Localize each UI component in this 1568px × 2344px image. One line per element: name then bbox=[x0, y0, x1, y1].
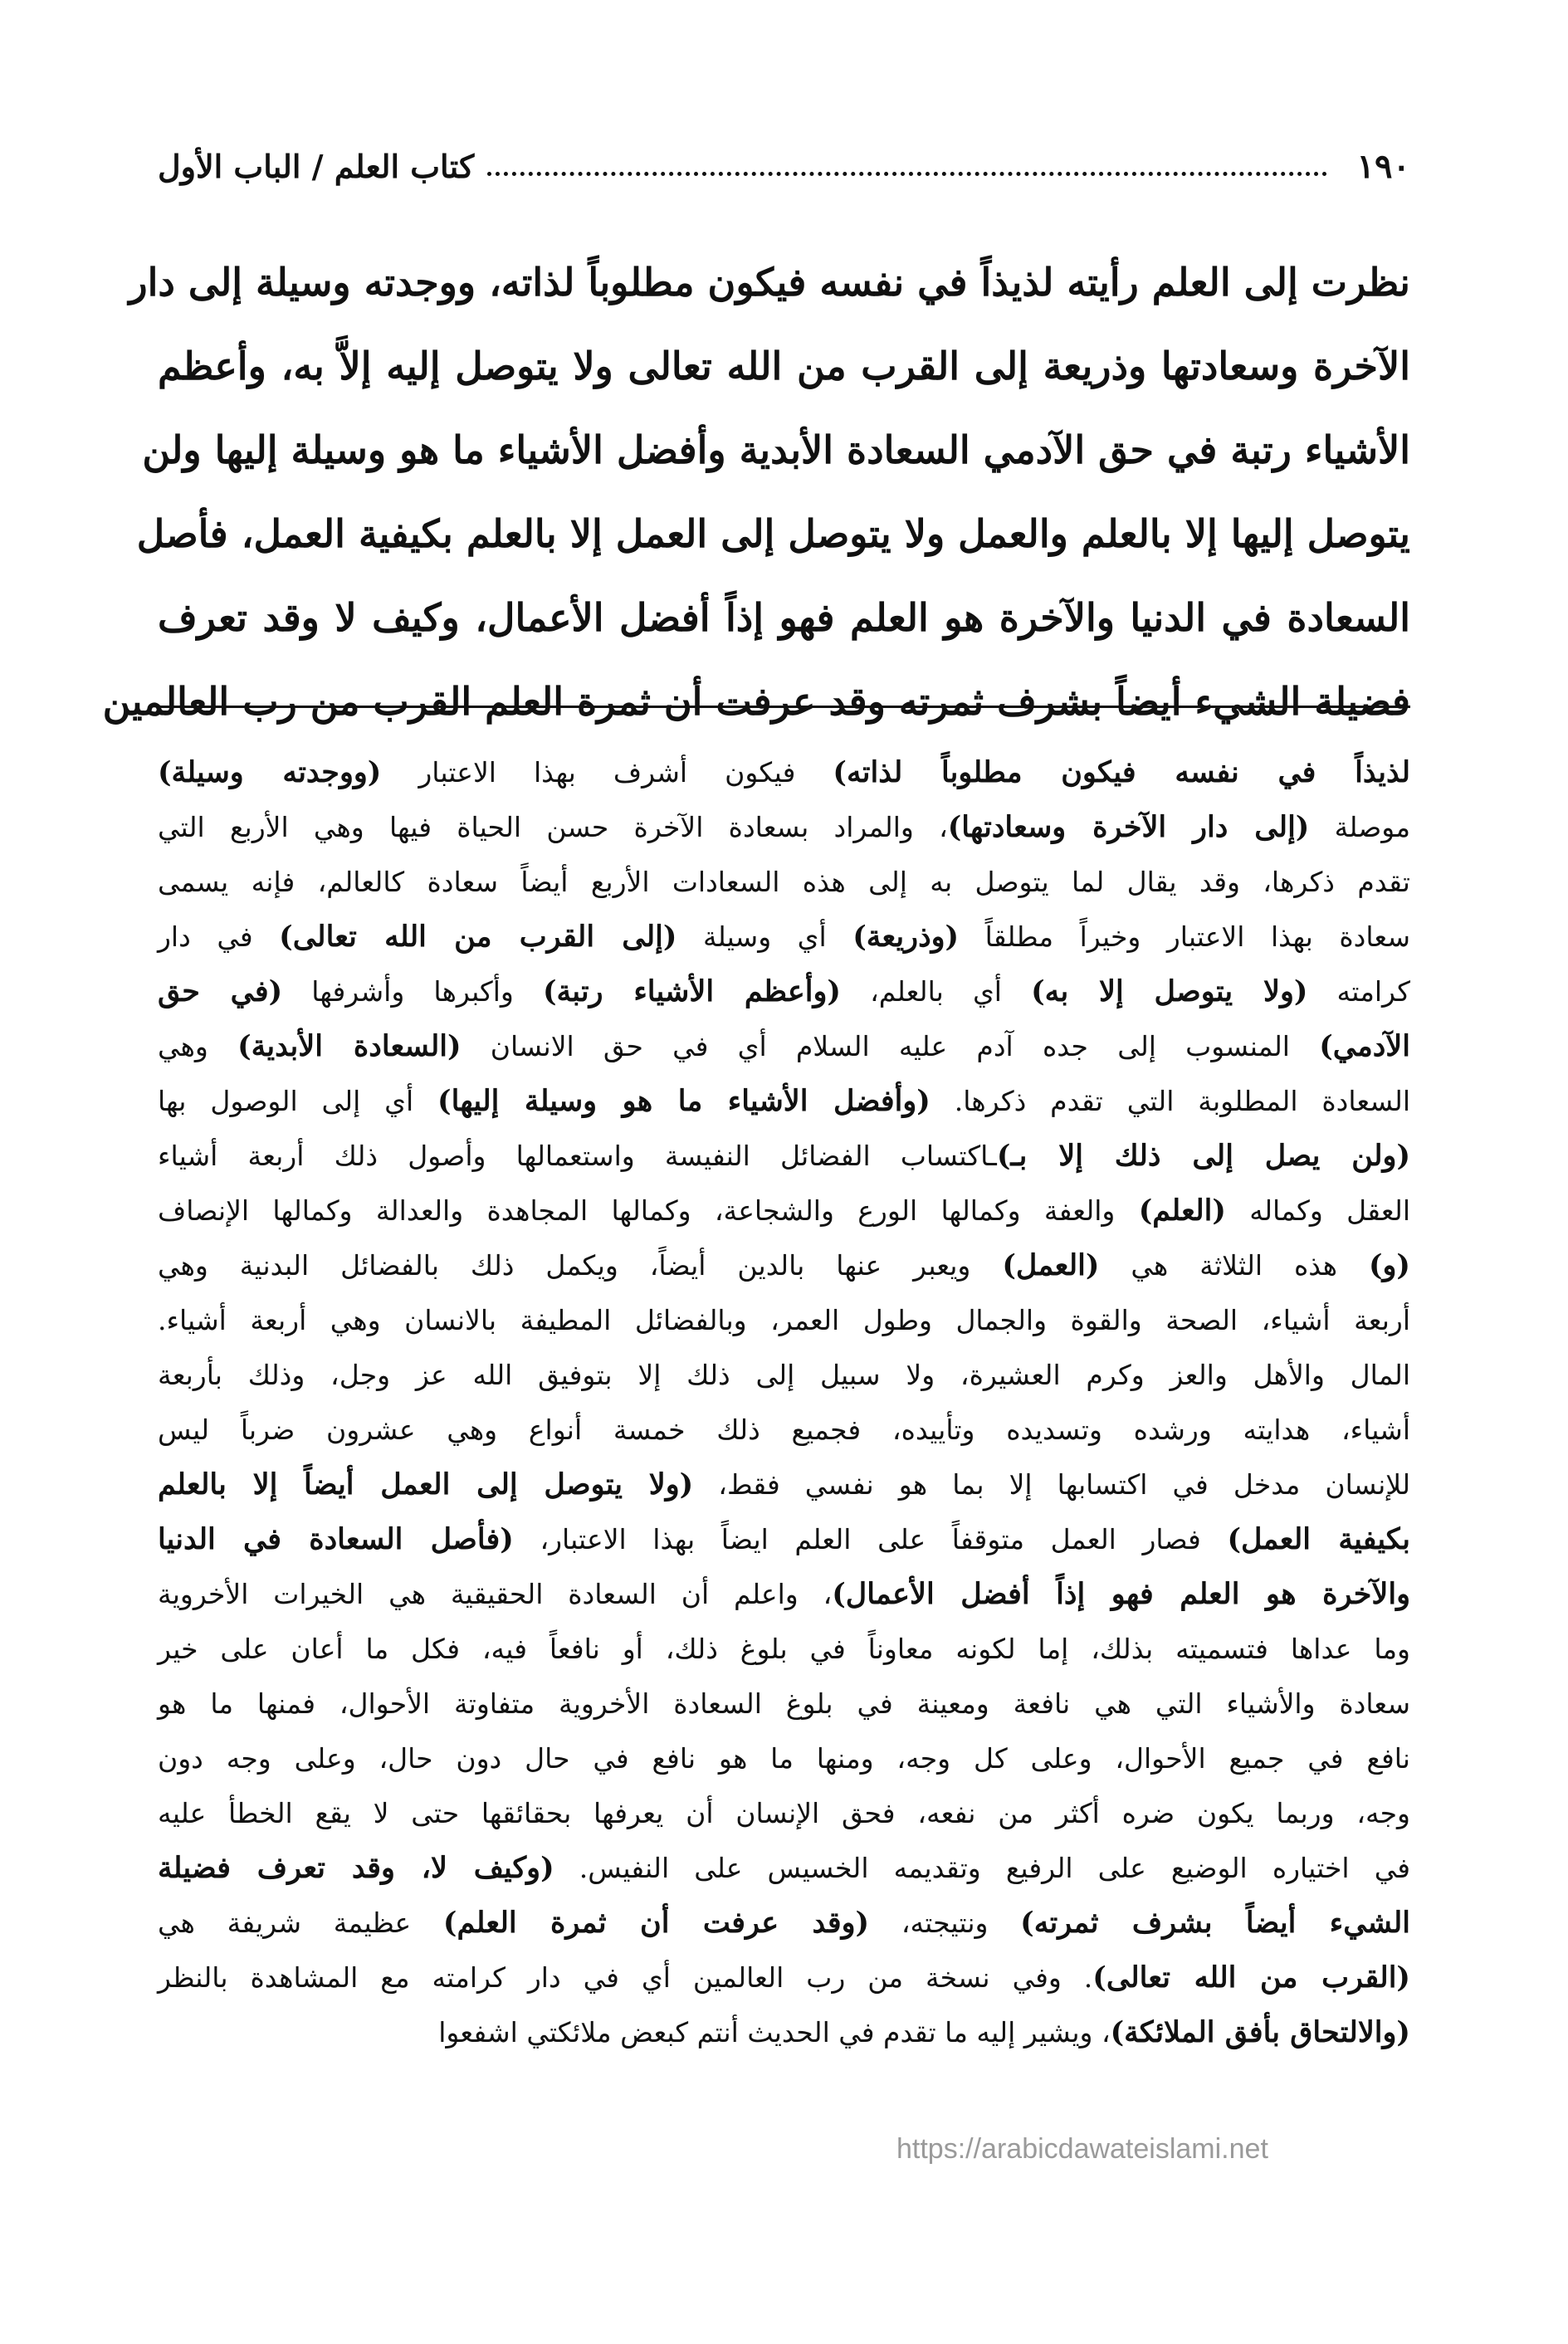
quoted-phrase: والآخرة هو العلم فهو إذاً أفضل الأعمال) bbox=[832, 1577, 1410, 1611]
commentary-text: وجه، وربما يكون ضره أكثر من نفعه، فحق الإنسان أن يعرفها بحقائقها حتى لا يقع الخطأ عليه bbox=[158, 1797, 1410, 1829]
commentary-line bbox=[158, 1731, 1410, 1786]
commentary-line bbox=[158, 964, 1410, 1019]
commentary-text: المال والأهل والعز وكرم العشيرة، ولا سبيل إلى ذلك إلا بتوفيق الله عز وجل، وذلك بأربعة bbox=[158, 1359, 1410, 1391]
commentary-text: سعادة بهذا الاعتبار وخيراً مطلقاً bbox=[959, 921, 1411, 953]
quoted-phrase: (وأفضل الأشياء ما هو وسيلة إليها) bbox=[437, 1084, 931, 1118]
commentary-text: أي وسيلة bbox=[677, 921, 853, 953]
commentary-text: نافع في جميع الأحوال، وعلى كل وجه، ومنها ما هو نافع في حال دون حال، وعلى وجه دون bbox=[158, 1742, 1410, 1775]
quoted-phrase: (ووجدته وسيلة) bbox=[158, 755, 382, 789]
commentary-line bbox=[158, 1841, 1410, 1896]
commentary-text: وأكبرها وأشرفها bbox=[282, 975, 543, 1008]
quoted-phrase: (السعادة الأبدية) bbox=[237, 1029, 462, 1063]
commentary-line bbox=[158, 1293, 1410, 1348]
commentary-text: العقل وكماله bbox=[1225, 1194, 1410, 1227]
commentary-text: ـاكتساب الفضائل النفيسة واستعمالها وأصول ذلك أربعة أشياء bbox=[158, 1140, 997, 1172]
commentary-text: ، والمراد بسعادة الآخرة حسن الحياة فيها وهي الأربع التي bbox=[158, 811, 948, 843]
commentary-text: للإنسان مدخل في اكتسابها إلا بما هو نفسي فقط، bbox=[693, 1468, 1410, 1501]
commentary-text: أي بالعلم، bbox=[840, 975, 1032, 1008]
commentary bbox=[158, 745, 1410, 2060]
main-text-line: الآخرة وسعادتها وذريعة إلى القرب من الله تعالى ولا يتوصل إليه إلاَّ به، وأعظم bbox=[158, 344, 1410, 388]
quoted-phrase: (ولا يتوصل إلا به) bbox=[1031, 974, 1308, 1008]
main-text-line: نظرت إلى العلم رأيته لذيذاً في نفسه فيكون مطلوباً لذاته، ووجدته وسيلة إلى دار bbox=[129, 260, 1410, 305]
commentary-text: ويعبر عنها بالدين أيضاً، ويكمل ذلك بالفضائل البدنية وهي bbox=[158, 1249, 1003, 1282]
commentary-text: فصار العمل متوقفاً على العلم ايضاً بهذا الاعتبار، bbox=[513, 1523, 1228, 1555]
commentary-line bbox=[158, 1786, 1410, 1841]
commentary-line bbox=[158, 1074, 1410, 1129]
commentary-text: فيكون أشرف بهذا الاعتبار bbox=[381, 756, 833, 789]
quoted-phrase: (والالتحاق بأفق الملائكة) bbox=[1110, 2015, 1410, 2049]
commentary-line bbox=[158, 1896, 1410, 1951]
quoted-phrase: (وقد عرفت أن ثمرة العلم) bbox=[442, 1906, 870, 1940]
commentary-line bbox=[158, 2005, 1410, 2060]
quoted-phrase: (فأصل السعادة في الدنيا bbox=[158, 1522, 514, 1556]
commentary-text: تقدم ذكرها، وقد يقال لما يتوصل به إلى هذه السعادات الأربع أيضاً سعادة كالعالم، فإنه يسمى bbox=[158, 866, 1410, 898]
commentary-text: سعادة والأشياء التي هي نافعة ومعينة في بلوغ السعادة الأخروية متفاوتة الأحوال، فمنها ما هو bbox=[158, 1687, 1410, 1720]
page-number: ١٩٠ bbox=[1356, 146, 1410, 186]
commentary-line bbox=[158, 1622, 1410, 1677]
quoted-phrase: (وأعظم الأشياء رتبة) bbox=[542, 974, 841, 1008]
commentary-line bbox=[158, 1458, 1410, 1512]
commentary-text: في اختياره الوضيع على الرفيع وتقديمه الخسيس على النفيس. bbox=[554, 1852, 1410, 1884]
quoted-phrase: (العمل) bbox=[1002, 1248, 1100, 1282]
commentary-text: أربعة أشياء، الصحة والقوة والجمال وطول العمر، وبالفضائل المطيفة بالانسان وهي أربعة أشياء. bbox=[158, 1304, 1410, 1336]
commentary-line bbox=[158, 1184, 1410, 1238]
commentary-text: ، واعلم أن السعادة الحقيقية هي الخيرات الأخروية bbox=[158, 1578, 833, 1610]
commentary-line bbox=[158, 745, 1410, 800]
quoted-phrase: (وذريعة) bbox=[852, 920, 960, 954]
commentary-line bbox=[158, 800, 1410, 855]
quoted-phrase: الشيء أيضاً بشرف ثمرته) bbox=[1020, 1906, 1410, 1940]
commentary-line bbox=[158, 1951, 1410, 2005]
commentary-text: أي إلى الوصول بها bbox=[158, 1085, 438, 1117]
commentary-text: عظيمة شريفة هي bbox=[158, 1907, 443, 1939]
quoted-phrase: (ولا يتوصل إلى العمل أيضاً إلا بالعلم bbox=[158, 1467, 694, 1502]
commentary-text: هذه الثلاثة هي bbox=[1099, 1249, 1369, 1282]
main-text bbox=[102, 241, 1410, 744]
quoted-phrase: (إلى القرب من الله تعالى) bbox=[279, 920, 677, 954]
quoted-phrase: (و) bbox=[1368, 1248, 1410, 1282]
quoted-phrase: (في حق bbox=[158, 974, 283, 1008]
commentary-text: في دار bbox=[158, 921, 280, 953]
separator-rule bbox=[158, 706, 1410, 708]
commentary-line bbox=[158, 1348, 1410, 1403]
commentary-text: موصلة bbox=[1309, 811, 1410, 843]
commentary-text: . وفي نسخة من رب العالمين أي في دار كرامته مع المشاهدة بالنظر bbox=[158, 1961, 1093, 1994]
commentary-line bbox=[158, 1567, 1410, 1622]
quoted-phrase: (العلم) bbox=[1138, 1194, 1226, 1228]
commentary-text: وما عداها فتسميته بذلك، إما لكونه معاوناً في بلوغ ذلك، أو نافعاً فيه، فكل ما أعان على خير bbox=[158, 1633, 1410, 1665]
commentary-line bbox=[158, 1403, 1410, 1458]
main-text-line: السعادة في الدنيا والآخرة هو العلم فهو إذاً أفضل الأعمال، وكيف لا وقد تعرف bbox=[158, 595, 1410, 640]
commentary-text: السعادة المطلوبة التي تقدم ذكرها. bbox=[930, 1085, 1411, 1117]
quoted-phrase: (إلى دار الآخرة وسعادتها) bbox=[947, 810, 1310, 844]
main-text-line: فضيلة الشيء أيضاً بشرف ثمرته وقد عرفت أن ثمرة العلم القرب من رب العالمين bbox=[102, 679, 1410, 724]
commentary-line bbox=[158, 910, 1410, 964]
commentary-line bbox=[158, 1129, 1410, 1184]
watermark-url: https://arabicdawateislami.net bbox=[896, 2133, 1268, 2165]
commentary-line bbox=[158, 1238, 1410, 1293]
quoted-phrase: (ولن يصل إلى ذلك إلا بـ) bbox=[996, 1139, 1411, 1173]
commentary-text: ونتيجته، bbox=[869, 1907, 1021, 1939]
commentary-text: أشياء، هدايته ورشده وتسديده وتأييده، فجميع ذلك خمسة أنواع وهي عشرون ضرباً ليس bbox=[158, 1414, 1410, 1446]
commentary-line bbox=[158, 1019, 1410, 1074]
header-dotted-leader bbox=[487, 172, 1326, 176]
commentary-text: وهي bbox=[158, 1030, 238, 1062]
quoted-phrase: (القرب من الله تعالى) bbox=[1092, 1961, 1410, 1995]
commentary-text: والعفة وكمالها الورع والشجاعة، وكمالها المجاهدة والعدالة وكمالها الإنصاف bbox=[158, 1194, 1139, 1227]
page-header bbox=[158, 137, 1410, 195]
commentary-line bbox=[158, 1677, 1410, 1731]
commentary-line bbox=[158, 855, 1410, 910]
commentary-text: المنسوب إلى جده آدم عليه السلام أي في حق الانسان bbox=[461, 1030, 1320, 1062]
quoted-phrase: بكيفية العمل) bbox=[1227, 1522, 1410, 1556]
commentary-text: كرامته bbox=[1307, 975, 1410, 1008]
quoted-phrase: الآدمي) bbox=[1319, 1029, 1410, 1063]
main-text-line: يتوصل إليها إلا بالعلم والعمل ولا يتوصل إلى العمل إلا بالعلم بكيفية العمل، فأصل bbox=[136, 511, 1410, 556]
running-title: كتاب العلم / الباب الأول bbox=[158, 147, 475, 185]
quoted-phrase: (وكيف لا، وقد تعرف فضيلة bbox=[158, 1851, 554, 1885]
commentary-line bbox=[158, 1512, 1410, 1567]
quoted-phrase: لذيذاً في نفسه فيكون مطلوباً لذاته) bbox=[833, 755, 1410, 789]
commentary-text: ، ويشير إليه ما تقدم في الحديث أنتم كبعض ملائكتي اشفعوا bbox=[438, 2016, 1111, 2049]
main-text-line: الأشياء رتبة في حق الآدمي السعادة الأبدية وأفضل الأشياء ما هو وسيلة إليها ولن bbox=[142, 427, 1410, 472]
